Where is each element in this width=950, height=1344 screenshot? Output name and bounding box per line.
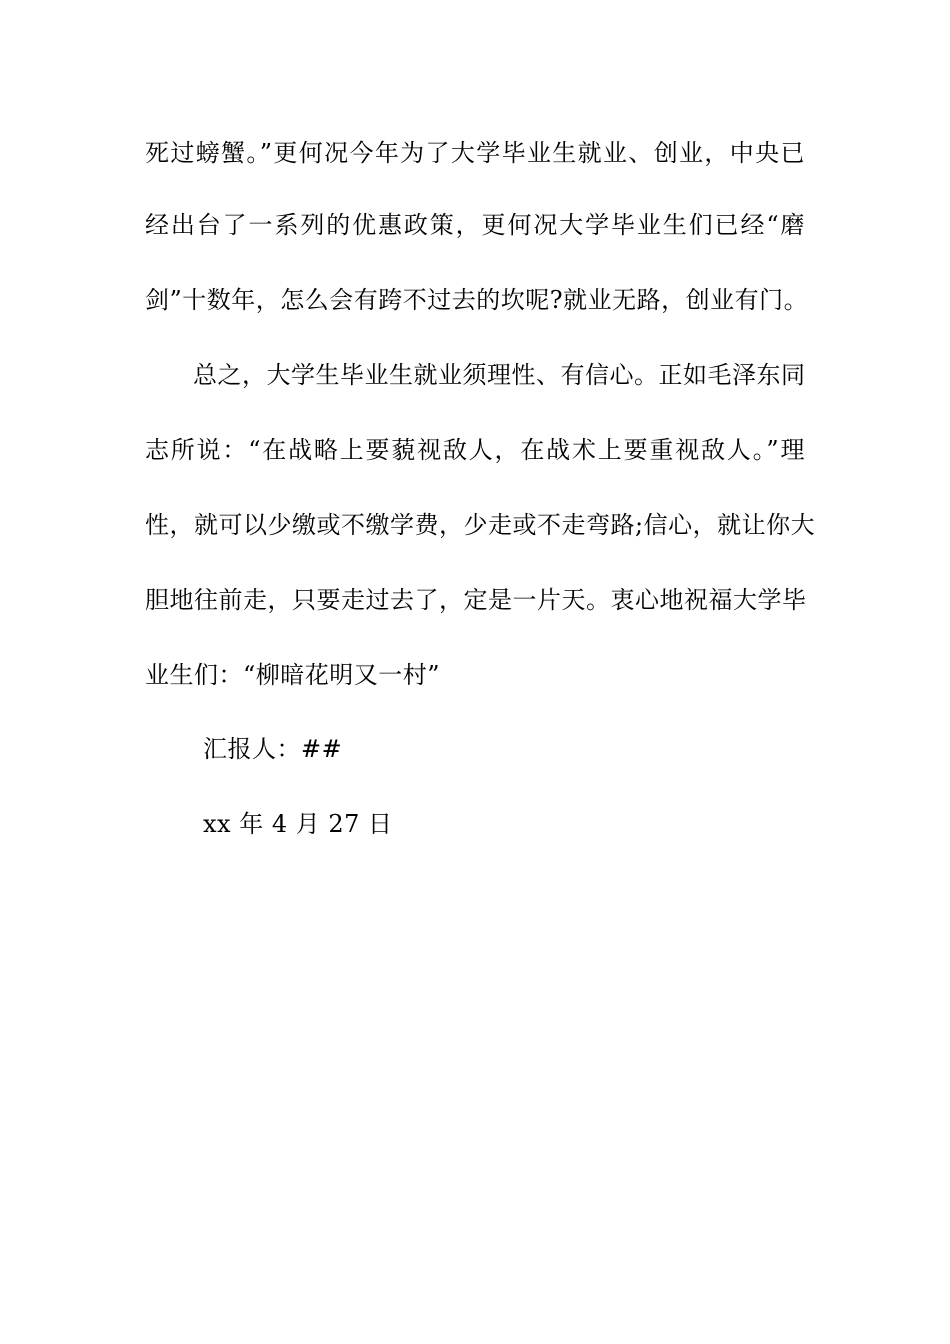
paragraph-line: 剑”十数年，怎么会有跨不过去的坎呢?就业无路，创业有门。 bbox=[145, 286, 809, 314]
paragraph-line: 经出台了一系列的优惠政策，更何况大学毕业生们已经“磨 bbox=[145, 211, 805, 239]
reporter-signature: 汇报人：## bbox=[203, 735, 343, 763]
paragraph-line: 死过螃蟹。”更何况今年为了大学毕业生就业、创业，中央已 bbox=[145, 139, 805, 167]
paragraph-line: 总之，大学生毕业生就业须理性、有信心。正如毛泽东同 bbox=[193, 361, 806, 389]
paragraph-line: 胆地往前走，只要走过去了，定是一片天。衷心地祝福大学毕 bbox=[145, 586, 807, 614]
paragraph-line: 性，就可以少缴或不缴学费，少走或不走弯路;信心，就让你大 bbox=[145, 511, 816, 539]
report-date: xx 年 4 月 27 日 bbox=[203, 810, 393, 838]
paragraph-line: 业生们：“柳暗花明又一村” bbox=[145, 661, 441, 689]
paragraph-line: 志所说：“在战略上要藐视敌人，在战术上要重视敌人。”理 bbox=[145, 436, 805, 464]
